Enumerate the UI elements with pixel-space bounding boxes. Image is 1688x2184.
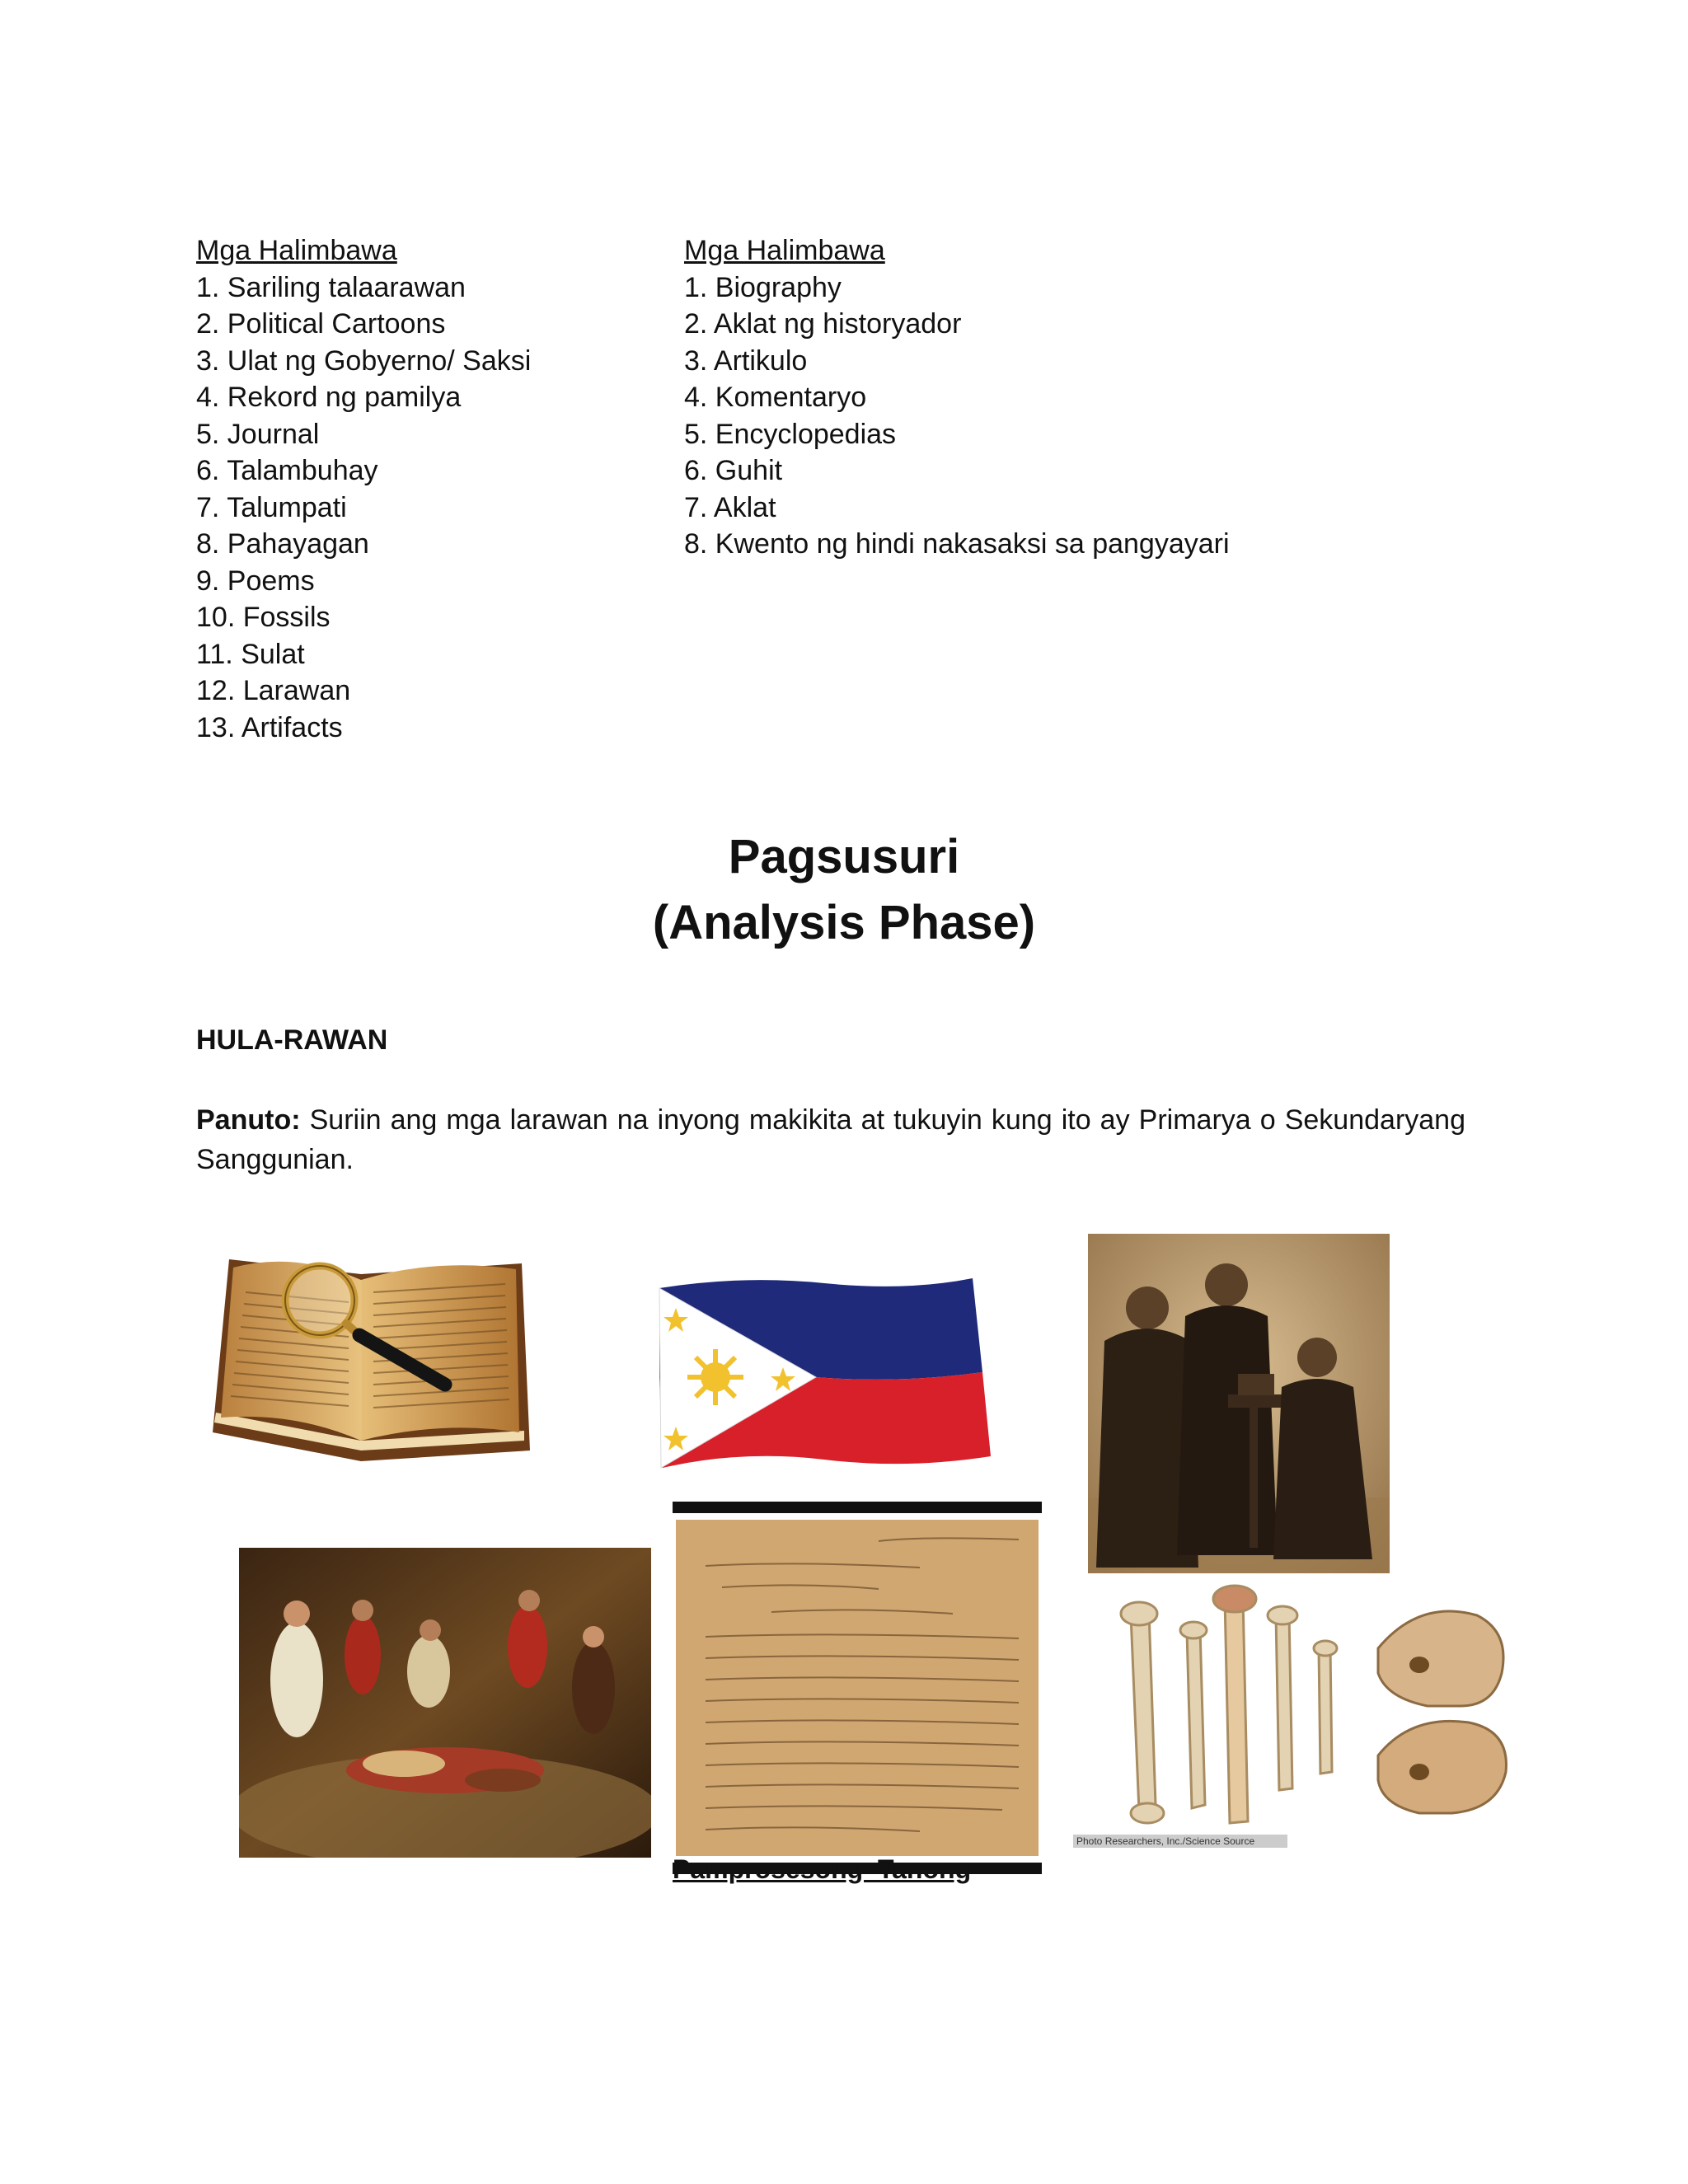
list-item: 2. Political Cartoons <box>196 308 446 340</box>
secondary-examples-column <box>684 232 1426 563</box>
primary-examples-heading: Mga Halimbawa <box>196 235 397 266</box>
philippine-flag-image <box>651 1273 997 1471</box>
instruction-text: Suriin ang mga larawan na inyong makikita at tukuyin kung ito ay Primarya o Sekundaryang Sanggunian. <box>196 1104 1465 1175</box>
list-item: 5. Encyclopedias <box>684 418 897 450</box>
list-item: 13. Artifacts <box>196 711 343 743</box>
instruction-label: Panuto: <box>196 1104 301 1136</box>
historical-painting-illustration <box>239 1548 651 1858</box>
historical-painting-image <box>239 1548 651 1858</box>
list-item: 1. Biography <box>684 271 842 303</box>
fossils-photo-credit: Photo Researchers, Inc./Science Source <box>1076 1835 1255 1847</box>
list-item: 1. Sariling talaarawan <box>196 271 466 303</box>
old-book-image <box>196 1235 542 1482</box>
list-item: 11. Sulat <box>196 638 305 670</box>
fossils-image <box>1073 1582 1543 1854</box>
activity-heading: HULA-RAWAN <box>196 1024 388 1056</box>
fossils-illustration <box>1073 1582 1543 1854</box>
processing-questions-heading: Pamprosesong Tanong <box>673 1854 972 1884</box>
handwritten-letter-illustration <box>673 1502 1042 1874</box>
list-item: 4. Komentaryo <box>684 382 867 413</box>
philippine-flag-illustration <box>651 1273 997 1471</box>
list-item: 8. Kwento ng hindi nakasaksi sa pangyayari <box>684 528 1230 560</box>
sepia-portrait-image <box>1088 1234 1390 1573</box>
list-item: 12. Larawan <box>196 675 351 706</box>
sepia-portrait-illustration <box>1088 1234 1390 1573</box>
handwritten-letter-image <box>673 1502 1042 1874</box>
list-item: 7. Aklat <box>684 491 776 523</box>
list-item: 5. Journal <box>196 418 320 450</box>
primary-examples-list <box>196 269 658 747</box>
phase-subtitle: (Analysis Phase) <box>652 896 1036 949</box>
list-item: 9. Poems <box>196 565 315 597</box>
secondary-examples-heading: Mga Halimbawa <box>684 235 885 266</box>
list-item: 8. Pahayagan <box>196 528 369 560</box>
phase-title: Pagsusuri <box>728 830 960 883</box>
list-item: 6. Guhit <box>684 455 783 486</box>
list-item: 7. Talumpati <box>196 491 347 523</box>
secondary-examples-list <box>684 269 1426 563</box>
old-book-illustration <box>196 1235 542 1482</box>
primary-examples-column <box>196 232 658 746</box>
list-item: 2. Aklat ng historyador <box>684 308 962 340</box>
list-item: 4. Rekord ng pamilya <box>196 382 462 413</box>
instruction-paragraph <box>196 1100 1465 1179</box>
list-item: 10. Fossils <box>196 602 331 633</box>
list-item: 3. Artikulo <box>684 344 808 377</box>
list-item: 6. Talambuhay <box>196 455 378 486</box>
list-item: 3. Ulat ng Gobyerno/ Saksi <box>196 344 532 377</box>
